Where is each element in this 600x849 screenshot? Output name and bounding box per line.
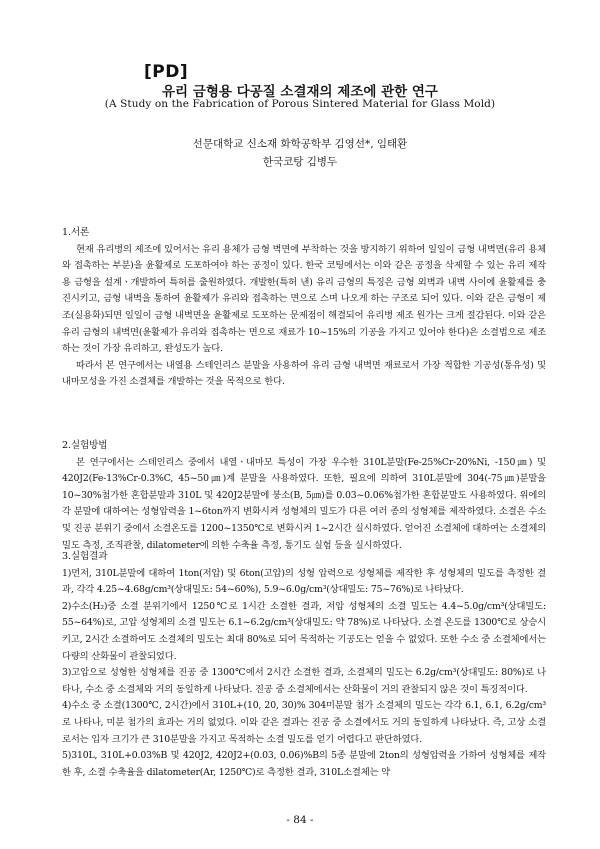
paragraph: 본 연구에서는 스테인리스 중에서 내열ㆍ내마모 특성이 가장 우수한 310L분말(Fe-25%Cr-20%Ni, -150㎛) 및 420J2(Fe-13%Cr-0.3%C, 45~50㎛)계 분말을 사용하였다. 또한, 필요에 의하여 310L분말에 304(-75㎛)분말을 10~30%첨가한 혼합분말과 310L 및 420J2분말에 붕소(B, 5㎛)를 0.03~0.06%첨가한 혼합분말도 사용하였다. 위에의 각 분말에 대하여는 성형압력을 1~6ton까지 변화시켜 성형체의 밀도가 다른 여러 종의 성형체를 제작하였다. 소결은 수소 및 진공 분위기 중에서 소결온도를 1200~1350℃로 변화시켜 1~2시간 실시하였다. 얻어진 소결체에 대하여는 소결체의 밀도 측정, 조직관찰, dilatometer에 의한 수축율 측정, 통기도 실험 등을 실시하였다. bbox=[62, 456, 546, 551]
result-item: 2)수소(H₂)중 소결 분위기에서 1250℃로 1시간 소결한 결과, 저압 성형체의 소결 밀도는 4.4~5.0g/cm³(상대밀도: 55~64%)로, 고압 성형체의 소결 밀도는 6.1~6.2g/cm³(상대밀도: 약 78%)로 나타났다. 소결 온도를 1300℃로 상승시키고, 2시간 소결하여도 소결체의 밀도는 최대 80%로 되어 목적하는 기공도는 얻을 수 없었다. 또한 수소 중 소결체에서는 다량의 산화물이 관찰되었다. bbox=[62, 600, 546, 662]
section-heading: 3.실험결과 bbox=[62, 551, 108, 562]
author-affiliation-1: 선문대학교 신소재 화학공학부 김영선*, 임태환 bbox=[192, 138, 408, 150]
paragraph: 따라서 본 연구에서는 내열용 스테인리스 분말을 사용하여 유리 금형 내벽면 재료로서 가장 적합한 기공성(통유성) 및 내마모성을 가진 소결체를 개발하는 것을 목적으로 한다. bbox=[62, 359, 546, 388]
section-heading: 1.서론 bbox=[62, 227, 90, 238]
section-introduction bbox=[62, 225, 546, 391]
title-english: (A Study on the Fabrication of Porous Sintered Material for Glass Mold) bbox=[104, 98, 496, 110]
result-item: 5)310L, 310L+0.03%B 및 420J2, 420J2+(0.03, 0.06)%B의 5종 분말에 2ton의 성형압력을 가하여 성형체를 제작한 후, 소결 수축율을 dilatometer(Ar, 1250℃)로 측정한 결과, 310L소결체는 약 bbox=[62, 750, 546, 778]
author-affiliation-2: 한국코탕 김병두 bbox=[262, 156, 338, 168]
section-results bbox=[62, 549, 546, 781]
paragraph: 현재 유리병의 제조에 있어서는 유리 용체가 금형 벽면에 부착하는 것을 방지하기 위하여 일일이 금형 내벽면(유리 용체와 접촉하는 부분)을 윤활제로 도포하여야 하는 공정이 있다. 한국 코팅에서는 이와 같은 공정을 삭제할 수 있는 유리 제작용 금형을 설계ㆍ개발하여 특허를 출원하였다. 개발한(특허 낸) 유리 금형의 특징은 금형 외벽과 내벽 사이에 윤활제를 충진시키고, 금형 내벽을 통하여 윤활제가 유리와 접촉하는 면으로 스며 나오게 하는 구조로 되어 있다. 이와 같은 금형이 제조(실용화)되면 일일이 금형 내벽면을 윤활제로 도포하는 문제점이 해결되어 유리병 제조 원가는 크게 절감된다. 이와 같은 유리 금형의 내벽면(윤활제가 유리와 접촉하는 면으로 재료가 10~15%의 기공을 가지고 있어야 한다)은 소결법으로 제조하는 것이 가장 유리하고, 완성도가 높다. bbox=[62, 243, 546, 355]
result-item: 1)먼저, 310L분말에 대하여 1ton(저압) 및 6ton(고압)의 성형 압력으로 성형체를 제작한 후 성형체의 밀도를 측정한 결과, 각각 4.25~4.68g/cm³(상대밀도: 54~60%), 5.9~6.0g/cm³(상대밀도: 75~76%)로 나타났다. bbox=[62, 567, 546, 596]
title-korean: 유리 금형용 다공질 소결재의 제조에 관한 연구 bbox=[162, 84, 438, 100]
section-method bbox=[62, 438, 546, 554]
section-heading: 2.실험방법 bbox=[62, 440, 108, 451]
result-item: 3)고압으로 성형한 성형체를 진공 중 1300℃에서 2시간 소결한 결과, 소결체의 밀도는 6.2g/cm³(상대밀도: 80%)로 나타나, 수소 중 소결체와 거의 동일하게 나타났다. 진공 중 소결체에서는 산화물이 거의 관찰되지 않은 것이 특징적이다. bbox=[62, 667, 546, 695]
result-item: 4)수소 중 소결(1300℃, 2시간)에서 310L+(10, 20, 30)% 304미분말 첨가 소결체의 밀도는 각각 6.1, 6.1, 6.2g/cm³로 나타나, 미분 첨가의 효과는 거의 없었다. 이와 같은 결과는 진공 중 소결에서도 거의 동일하게 나타났다. 즉, 고상 소결로서는 입자 크기가 큰 310분말을 가지고 목적하는 소결 밀도를 얻기 어렵다고 판단하였다. bbox=[62, 700, 546, 745]
page-number: - 84 - bbox=[286, 814, 314, 826]
session-code: [PD] bbox=[144, 62, 189, 82]
